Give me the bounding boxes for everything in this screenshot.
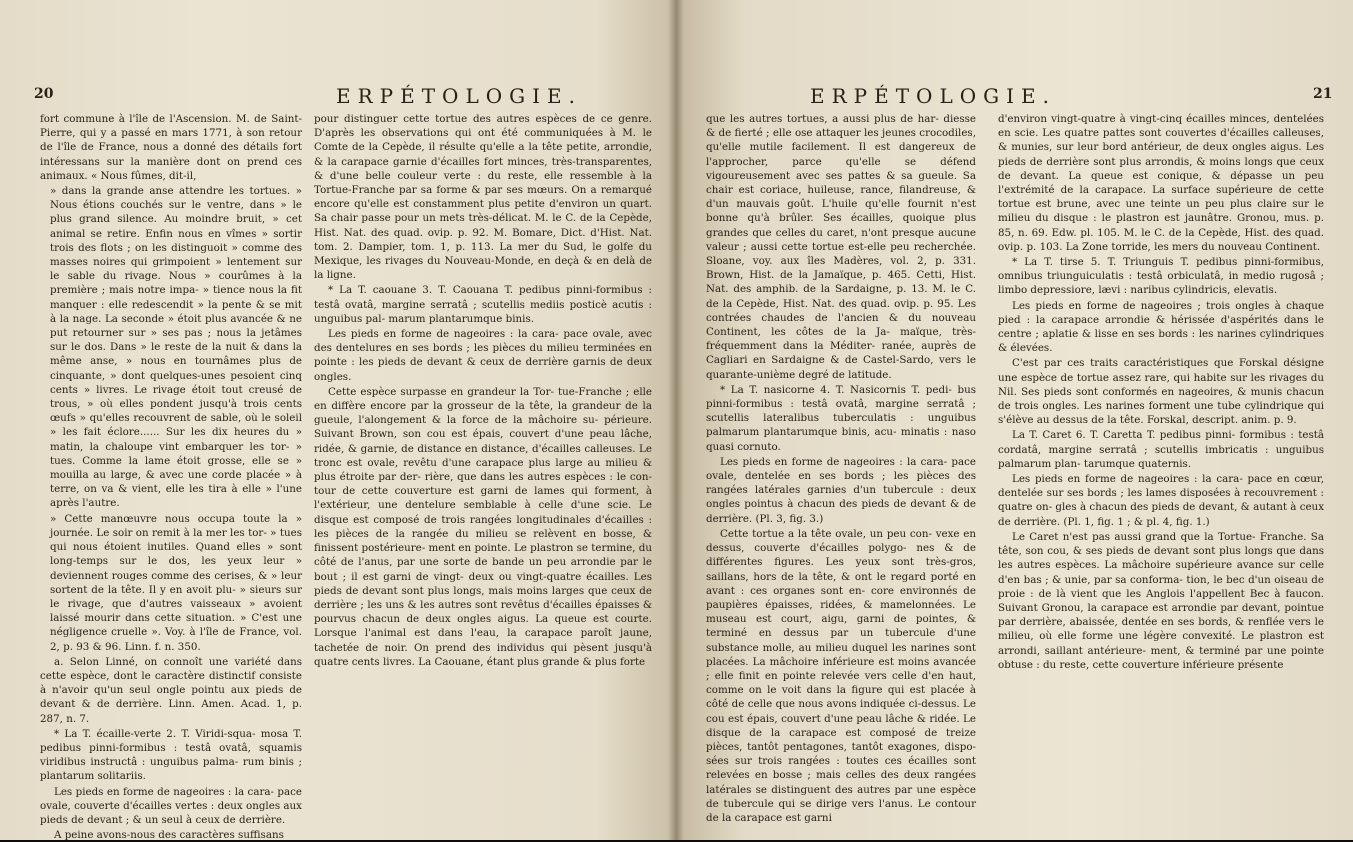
left-page bbox=[0, 0, 676, 840]
paragraph: A peine avons-nous des caractères suffisans bbox=[54, 829, 284, 842]
page-number-left: 20 bbox=[34, 86, 54, 102]
paragraph: * La T. caouane 3. T. Caouana T. pedibus pinni-formibus : testâ ovatâ, margine serratâ ; scutellis mediis posticè acutis : unguibus pal- marum plantarumque binis. bbox=[314, 284, 652, 325]
right-page bbox=[676, 0, 1353, 840]
paragraph: a. Selon Linné, on connoît une variété dans cette espèce, dont le caractère distinctif consiste à n'avoir qu'un seul ongle pointu aux pieds de devant & de derrière. Linn. Amen. Acad. 1, p. 287, n. 7. bbox=[40, 655, 302, 725]
paragraph: Les pieds en forme de nageoires : la cara- pace ovale, couverte d'écailles vertes : deux ongles aux pieds de devant ; & un seul à ceux de derrière. bbox=[40, 785, 302, 826]
paragraph: * La T. tirse 5. T. Triunguis T. pedibus pinni-formibus, omnibus triunguiculatis : testâ orbiculatâ, in medio rugosâ ; limbo depressiore, lævi : naribus cylindricis, elevatis. bbox=[998, 256, 1324, 297]
paragraph: C'est par ces traits caractéristiques que Forskal désigne une espèce de tortue assez rare, qui habite sur les rivages du Nil. Ses pieds sont conformés en nageoires, & munis chacun de trois ongles. Les narines forment une tube cylindrique qui s'élève au dessus de la tête. Forskal, descript. anim. p. 9. bbox=[998, 357, 1324, 427]
right-column-1 bbox=[706, 112, 976, 834]
running-head-right: ERPÉTOLOGIE. bbox=[810, 84, 1056, 108]
paragraph: La T. Caret 6. T. Caretta T. pedibus pinni- formibus : testâ cordatâ, margine serratâ ; scutellis imbricatis : unguibus palmarum plan- tarumque quaternis. bbox=[998, 429, 1324, 470]
paragraph: Les pieds en forme de nageoires ; trois ongles à chaque pied : la carapace arrondie & hérissée d'aspérités dans le centre ; aplatie & lisse en ses bords : les narines cylindriques & élevées. bbox=[998, 299, 1324, 355]
paragraph: » dans la grande anse attendre les tortues. » Nous étions couchés sur le ventre, dans » le plus grand silence. Au moindre bruit, » cet animal se retire. Enfin nous en vîmes » sortir trois des flots ; on les distinguoit » comme des masses noires qui grimpoient » lentement sur le sable du rivage. Nous » courûmes à la première ; mais notre impa- » tience nous la fit manquer : elle redescendit » la pente & se mit à la nage. La seconde » étoit plus avancée & ne put retourner sur » ses pas ; nous la jetâmes sur le dos. Dans » le reste de la nuit & dans la même anse, » nous en tournâmes plus de cinquante, » dont quelques-unes pesoient cinq cents » livres. Le rivage étoit tout creusé de trous, » où elles pondent jusqu'à trois cents œufs » qu'elles recouvrent de sable, où le soleil » les fait éclore...... Sur les dix heures du » matin, la chaloupe vint embarquer les tor- » tues. Comme la lame étoit grosse, elle se » mouilla au large, & avec une corde placée » à terre, on va & vient, elle les tira à elle » l'une après l'autre. bbox=[50, 185, 302, 510]
paragraph: Le Caret n'est pas aussi grand que la Tortue- Franche. Sa tête, son cou, & ses pieds de devant sont plus longs que dans les autres espèces. La mâchoire supérieure avance sur celle d'en bas ; & unie, par sa conforma- tion, le bec d'un oiseau de proie : de là vient que les Anglois l'appellent Bec à faucon. Suivant Gronou, la carapace est arrondie par devant, pointue par derrière, abaissée, dentée en ses bords, & renflée vers le milieu, où elle forme une légère convexité. Le plastron est arrondi, saillant antérieure- ment, & terminé par une pointe obtuse : du reste, cette couverture inférieure présente bbox=[998, 530, 1324, 671]
paragraph: Cette espèce surpasse en grandeur la Tor- tue-Franche ; elle en diffère encore par la grosseur de la tête, la grandeur de la gueule, l'alongement & la force de la mâchoire su- périeure. Suivant Brown, son cou est épais, couvert d'une peau lâche, ridée, & garnie, de distance en distance, d'écailles calleuses. Le tronc est ovale, revêtu d'une carapace plus large au milieu & plus étroite par der- rière, que dans les autres espèces : le con- tour de cette couverture est garni de lames qui forment, à l'extérieur, une dentelure semblable à celle d'une scie. Le disque est composé de trois rangées longitudinales d'écailles : les pièces de la rangée du milieu se relèvent en bosse, & finissent postérieure- ment en pointe. Le plastron se termine, du côté de l'anus, par une sorte de bande un peu arrondie par le bout ; il est garni de vingt- deux ou vingt-quatre écailles. Les pieds de devant sont plus longs, mais moins larges que ceux de derrière ; les uns & les autres sont revêtus d'écailles épaisses & pourvus chacun de deux ongles aigus. La queue est courte. Lorsque l'animal est dans l'eau, la carapace paroît jaune, tachetée de noir. On prend des individus qui pèsent jusqu'à quatre cents livres. La Caouane, étant plus grande & plus forte bbox=[314, 385, 652, 668]
paragraph: Les pieds en forme de nageoires : la cara- pace ovale, avec des dentelures en ses bords ; les pièces du milieu terminées en pointe : les pieds de devant & ceux de derrière garnis de deux ongles. bbox=[314, 328, 652, 383]
left-column-2 bbox=[314, 112, 652, 834]
paragraph: Cette tortue a la tête ovale, un peu con- vexe en dessus, couverte d'écailles polygo- nes & de différentes figures. Les yeux sont très-gros, saillans, hors de la tête, & ont le regard porté en avant : ces organes sont en- core environnés de paupières épaisses, ridées, & mamelonnées. Le museau est court, aigu, garni de pointes, & terminé en dessus par un tubercule d'une substance molle, au milieu duquel les narines sont placées. La mâchoire inférieure est moins avancée ; elle finit en pointe relevée vers celle d'en haut, comme on le voit dans la figure qui est placée à côté de celle que nous avons indiquée ci-dessus. Le cou est épais, couvert d'une peau lâche & ridée. Le disque de la carapace est composé de treize pièces, tantôt pentagones, tantôt exagones, dispo- sées sur trois rangées : toutes ces écailles sont relevées en bosse ; mais celles des deux rangées latérales se distinguent des autres par une espèce de tubercule qui se dirige vers l'anus. Le contour de la carapace est garni bbox=[706, 527, 976, 824]
running-head-left: ERPÉTOLOGIE. bbox=[336, 84, 582, 108]
paragraph: d'environ vingt-quatre à vingt-cinq écailles minces, dentelées en scie. Les quatre pattes sont couvertes d'écailles calleuses, & munies, sur leur bord antérieur, de deux ongles aigus. Les pieds de derrière sont plus arrondis, & moins longs que ceux de devant. La queue est conique, & dépasse un peu l'extrémité de la carapace. La surface supérieure de cette tortue est brune, avec une teinte un peu plus claire sur le milieu du disque : le plastron est jaunâtre. Gronou, mus. p. 85, n. 69. Edw. pl. 105. M. le C. de la Cepède, Hist. des quad. ovip. p. 103. La Zone torride, les mers du nouveau Continent. bbox=[998, 113, 1324, 253]
right-column-2 bbox=[998, 112, 1324, 834]
paragraph: Les pieds en forme de nageoires : la cara- pace ovale, dentelée en ses bords ; les pièces des rangées latérales garnies d'un tubercule : deux ongles pointus à chacun des pieds de devant & de derrière. (Pl. 3, fig. 3.) bbox=[706, 455, 976, 525]
paragraph: que les autres tortues, a aussi plus de har- diesse & de fierté ; elle ose attaquer les jeunes crocodiles, qu'elle mutile facilement. Il est dangereux de l'approcher, parce qu'elle se défend vigoureusement avec ses pattes & sa gueule. Sa chair est coriace, huileuse, rance, filandreuse, & d'un mauvais goût. L'huile qu'elle fournit n'est bonne qu'à brûler. Ses écailles, quoique plus grandes que celles du caret, n'ont presque aucune valeur ; aussi cette tortue est-elle peu recherchée. Sloane, voy. aux îles Madères, vol. 2, p. 331. Brown, Hist. de la Jamaïque, p. 465. Cetti, Hist. Nat. des amphib. de la Sardaigne, p. 13. M. le C. de la Cepède, Hist. Nat. des quad. ovip. p. 95. Les contrées chaudes de l'ancien & du nouveau Continent, les côtes de la Ja- maïque, très-fréquemment dans la Méditer- ranée, auprès de Cagliari en Sardaigne & de Castel-Sardo, vers le quarante-unième degré de latitude. bbox=[706, 113, 976, 381]
paragraph: pour distinguer cette tortue des autres espèces de ce genre. D'après les observations qui ont été communiquées à M. le Comte de la Cepède, il résulte qu'elle a la tête petite, arrondie, & la carapace garnie d'écailles fort minces, très-transparentes, & d'une belle couleur verte : du reste, elle ressemble à la Tortue-Franche par sa forme & par ses mœurs. On a remarqué encore qu'elle est constamment plus petite d'environ un quart. Sa chair passe pour un mets très-délicat. M. le C. de la Cepède, Hist. Nat. des quad. ovip. p. 92. M. Bomare, Dict. d'Hist. Nat. tom. 2. Dampier, tom. 1, p. 113. La mer du Sud, le golfe du Mexique, les rivages du Nouveau-Monde, en deçà & en delà de la ligne. bbox=[314, 113, 652, 282]
book-gutter bbox=[668, 0, 684, 840]
paragraph: » Cette manœuvre nous occupa toute la » journée. Le soir on remit à la mer les tor- » tues qui nous étoient inutiles. Quand elles » sont long-temps sur le dos, les yeux leur » deviennent rouges comme des cerises, & » leur sortent de la tête. Il y en avoit plu- » sieurs sur le rivage, que d'autres vaisseaux » avoient laissé mourir dans cette situation. » C'est une négligence cruelle ». Voy. à l'île de France, vol. 2, p. 93 & 96. Linn. f. n. 350. bbox=[50, 512, 302, 653]
paragraph: * La T. nasicorne 4. T. Nasicornis T. pedi- bus pinni-formibus : testâ ovatâ, margine serratâ ; scutellis lateralibus tuberculatis : unguibus palmarum plantarumque binis, acu- minatis : naso quasi cornuto. bbox=[706, 383, 976, 453]
left-column-1 bbox=[40, 112, 302, 842]
paragraph: * La T. écaille-verte 2. T. Viridi-squa- mosa T. pedibus pinni-formibus : testâ ovatâ, squamis viridibus instructâ : unguibus palma- rum binis ; plantarum solitariis. bbox=[40, 727, 302, 783]
paragraph: Les pieds en forme de nageoires : la cara- pace en cœur, dentelée sur ses bords ; les lames disposées à recouvrement : quatre on- gles à chacun des pieds de devant, & autant à ceux de derrière. (Pl. 1, fig. 1 ; & pl. 4, fig. 1.) bbox=[998, 473, 1324, 528]
paragraph: fort commune à l'île de l'Ascension. M. de Saint-Pierre, qui y a passé en mars 1771, à son retour de l'île de France, nous a donné des détails fort intéressans sur la manière dont on prend ces animaux. « Nous fûmes, dit-il, bbox=[40, 113, 302, 182]
page-number-right: 21 bbox=[1313, 86, 1333, 102]
